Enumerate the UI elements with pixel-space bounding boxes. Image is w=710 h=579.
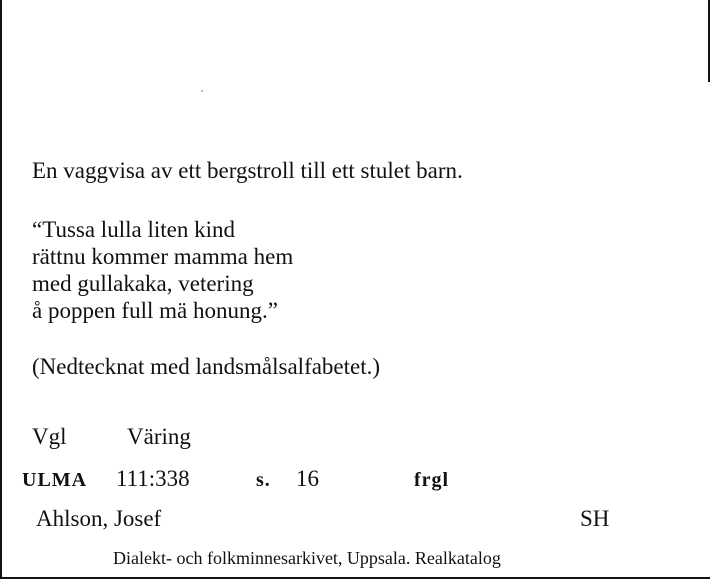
place-name: Väring [127,424,191,449]
region-code: Vgl [32,424,67,449]
verse-line: rättnu kommer mamma hem [32,244,294,269]
page-label: s. [256,469,271,491]
scan-speck [201,90,203,92]
verse-block [32,216,293,324]
collector-name: Ahlson, Josef [36,506,162,531]
archive-code: ULMA [22,469,88,491]
verse-line: å poppen full mä honung.” [32,298,278,323]
page-number: 16 [296,466,319,491]
verse-line: “Tussa lulla liten kind [32,217,235,242]
transcription-note: (Nedtecknat med landsmålsalfabetet.) [32,354,381,379]
category-code: frgl [414,469,450,491]
verse-line: med gullakaka, vetering [32,271,254,296]
archive-number: 111:338 [116,466,190,491]
card-left-border [0,0,2,579]
archive-footer: Dialekt- och folkminnesarkivet, Uppsala. Realkatalog [113,548,501,568]
card-title: En vaggvisa av ett bergstroll till ett stulet barn. [32,158,463,183]
initials: SH [580,506,610,531]
